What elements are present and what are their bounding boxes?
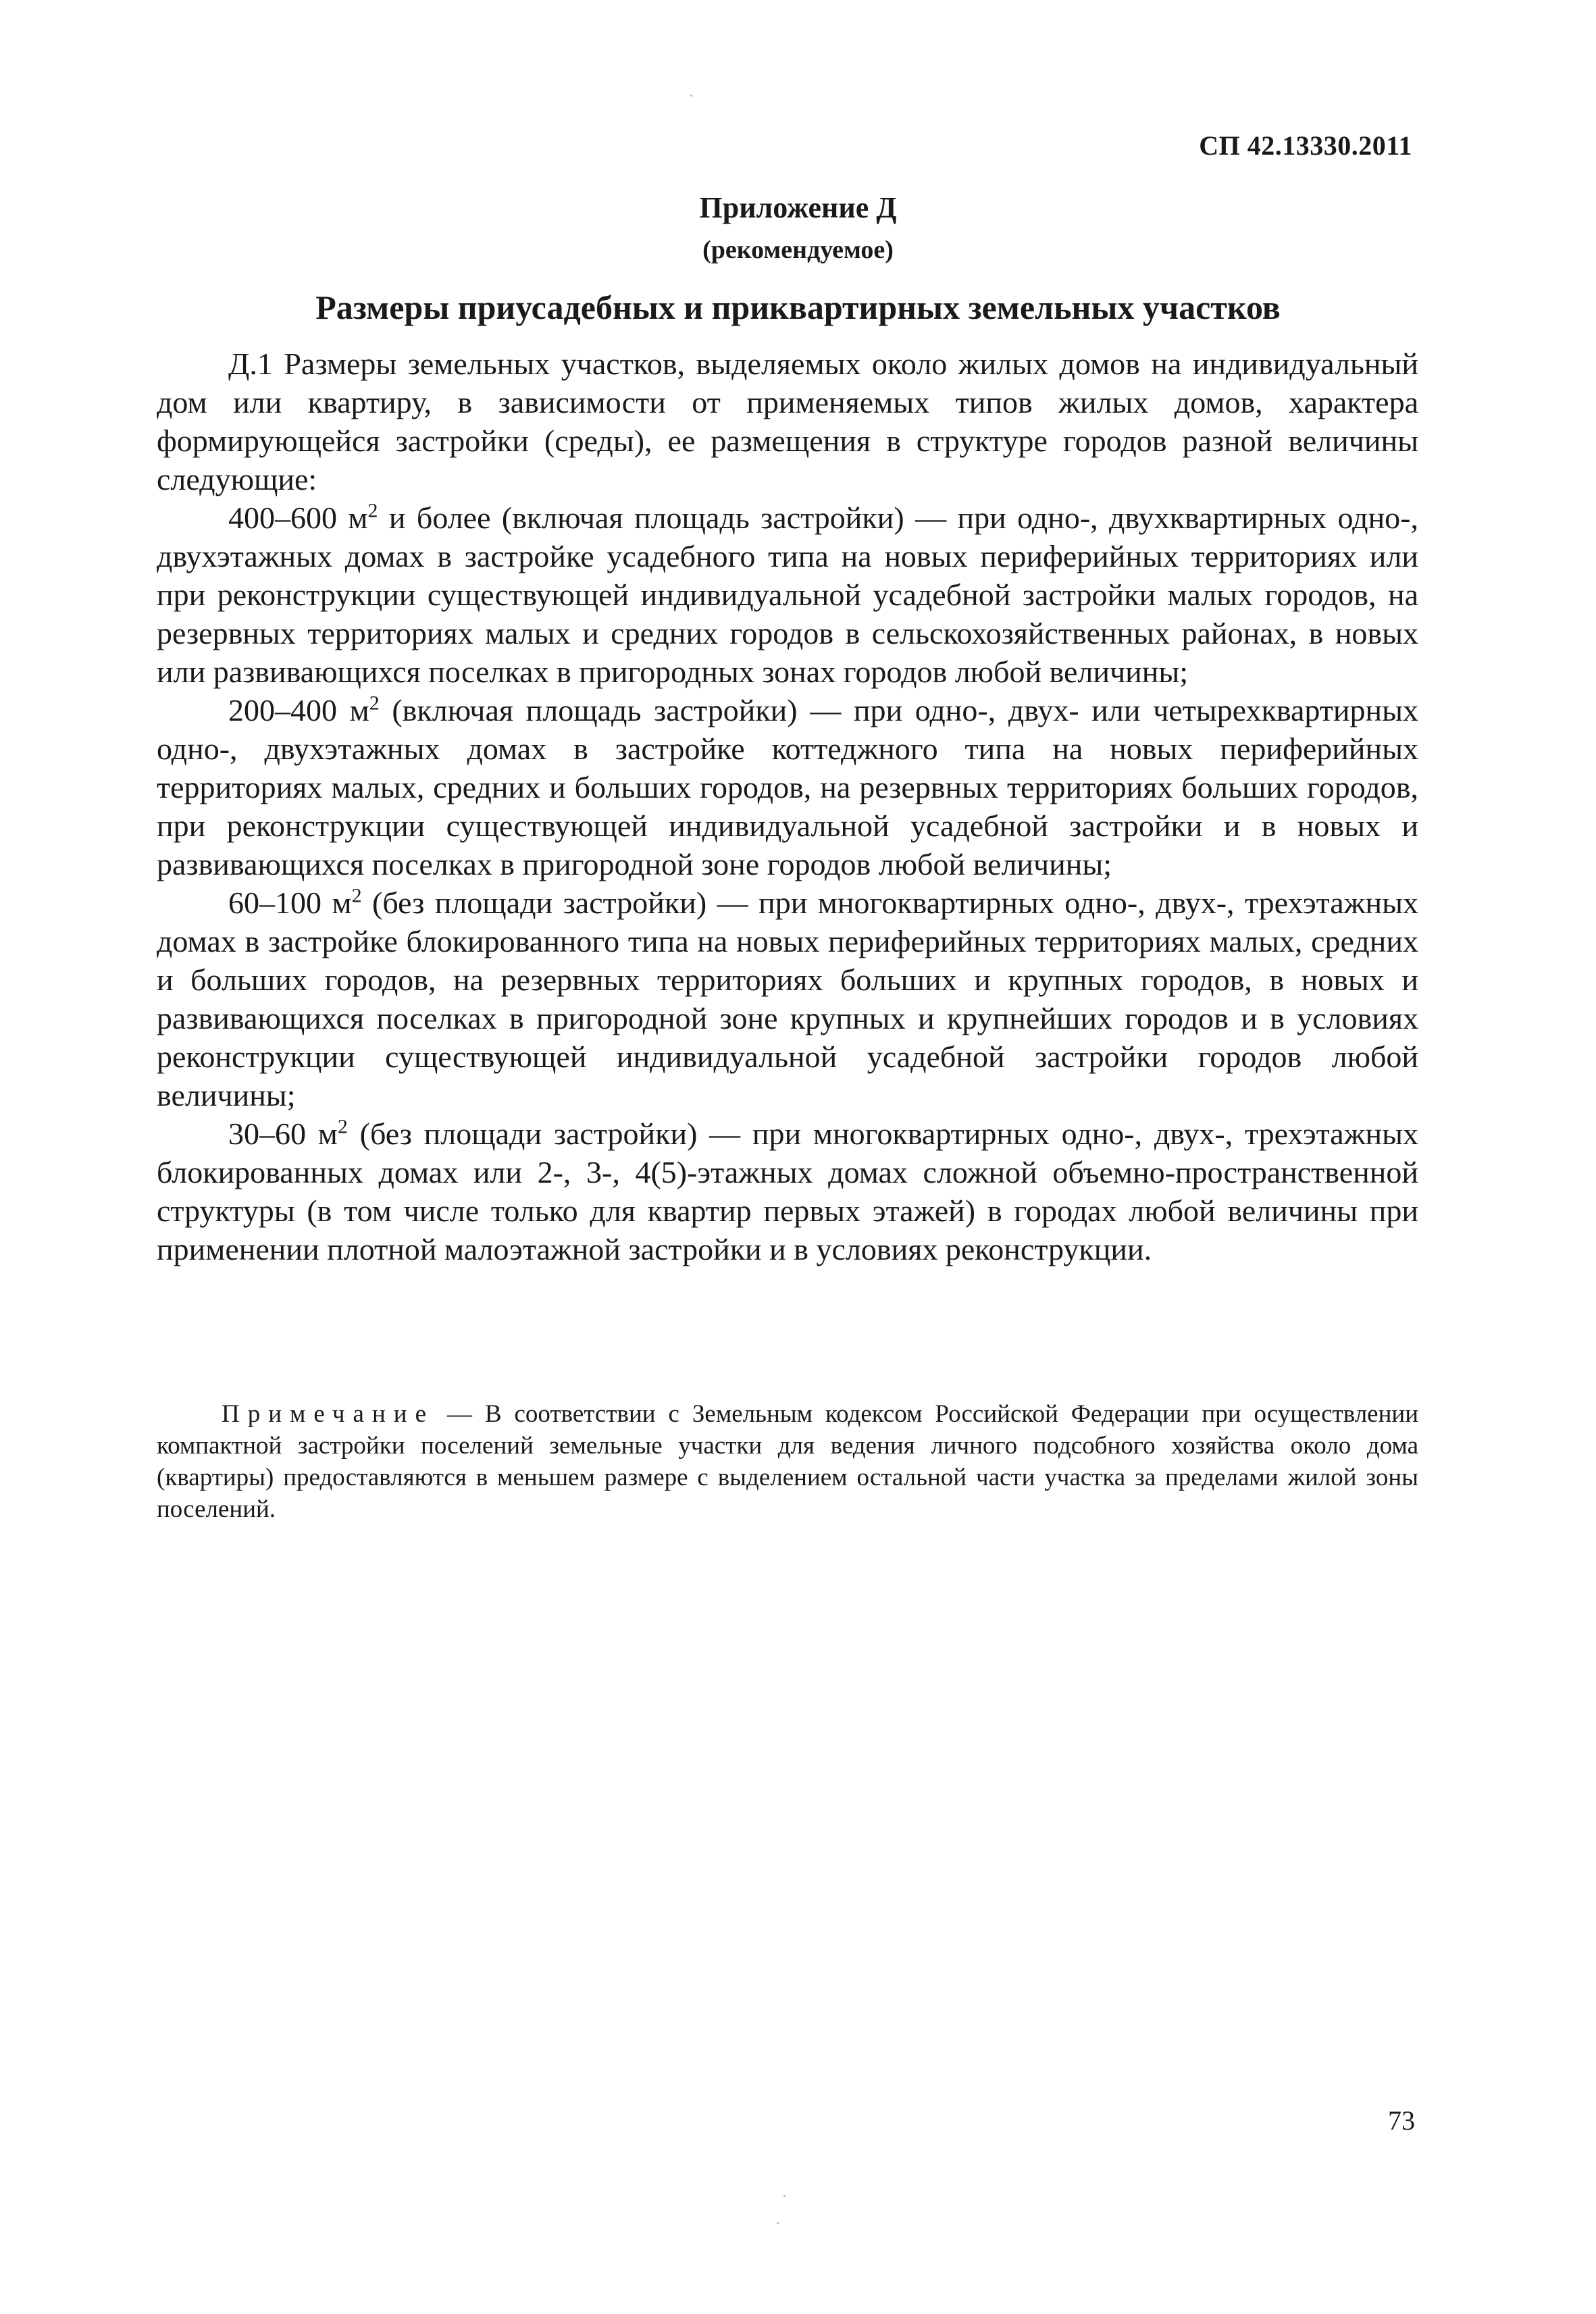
area-unit-exponent: 2 — [351, 884, 362, 907]
body-text — [157, 344, 1418, 1268]
appendix-status: (рекомендуемое) — [702, 236, 894, 264]
area-unit-exponent: 2 — [369, 692, 380, 715]
paragraph-text: и более (включая площадь застройки) — при одно-, двухквартирных одно-, двухэтажных домах в застройке усадебного типа на новых периферийных территориях или при реконструкции существующей индивидуальной усадебной застройки малых городов, на резервных территориях малых и средних городов в сельскохозяйственных районах, в новых или развивающихся поселках в пригородных зонах городов любой величины; — [157, 500, 1418, 689]
area-unit-exponent: 2 — [337, 1115, 348, 1138]
paragraph-400-600 — [157, 498, 1418, 691]
paragraph-30-60 — [157, 1114, 1418, 1268]
note-label: Примечание — [222, 1400, 434, 1428]
paragraph-200-400 — [157, 691, 1418, 883]
area-unit-exponent: 2 — [367, 499, 378, 522]
note — [157, 1398, 1418, 1525]
area-range: 400–600 м — [228, 500, 368, 535]
paragraph-60-100 — [157, 883, 1418, 1114]
paragraph-text: (включая площадь застройки) — при одно-, двух- или четырехквартирных одно-, двухэтажных домах в застройке коттеджного типа на новых периферийных территориях малых, средних и больших городов, на резервных территориях больших городов, при реконструкции существующей индивидуальной усадебной застройки и в новых и развивающихся поселках в пригородной зоне городов любой величины; — [157, 693, 1418, 881]
scan-speck — [690, 95, 692, 97]
paragraph-text: (без площади застройки) — при многоквартирных одно-, двух-, трехэтажных блокированных домах или 2-, 3-, 4(5)-этажных домах сложной объемно-пространственной структуры (в том числе только для квартир первых этажей) в городах любой величины при применении плотной малоэтажной застройки и в условиях реконструкции. — [157, 1116, 1419, 1266]
area-range: 30–60 м — [228, 1116, 338, 1151]
page-number: 73 — [1388, 2105, 1415, 2136]
scan-speck — [783, 2195, 786, 2197]
note-text: — В соответствии с Земельным кодексом Российской Федерации при осуществлении компактной застройки поселений земельные участки для ведения личного подсобного хозяйства около дома (квартиры) предоставляются в меньшем размере с выделением остальной части участка за пределами жилой зоны поселений. — [157, 1400, 1418, 1523]
paragraph-text: (без площади застройки) — при многоквартирных одно-, двух-, трехэтажных домах в застройке блокированного типа на новых периферийных территориях малых, средних и больших городов, на резервных территориях больших и крупных городов, в новых и развивающихся поселках в пригородной зоне крупных и крупнейших городов и в условиях реконструкции существующей индивидуальной усадебной застройки городов любой величины; — [157, 885, 1418, 1112]
paragraph-d1-text: Д.1 Размеры земельных участков, выделяемых около жилых домов на индивидуальный дом или квартиру, в зависимости от применяемых типов жилых домов, характера формирующейся застройки (среды), ее размещения в структуре городов разной величины следующие: — [157, 346, 1418, 496]
paragraph-d1 — [157, 344, 1418, 498]
area-range: 60–100 м — [228, 885, 352, 920]
document-code: СП 42.13330.2011 — [1199, 130, 1412, 161]
scan-speck — [777, 2222, 779, 2224]
section-heading: Размеры приусадебных и приквартирных земельных участков — [315, 288, 1281, 326]
appendix-title: Приложение Д — [699, 191, 897, 224]
area-range: 200–400 м — [228, 693, 369, 727]
